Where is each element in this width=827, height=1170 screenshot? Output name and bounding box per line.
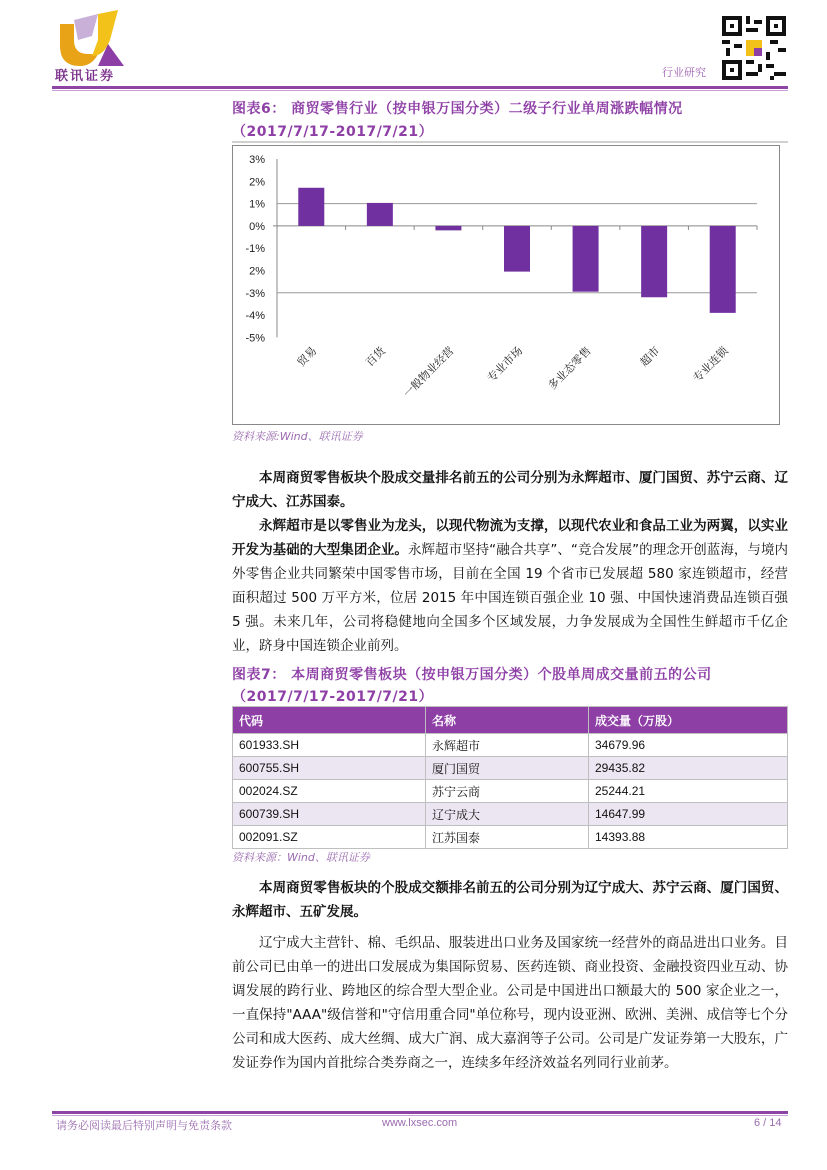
- table-row: [233, 826, 788, 849]
- header-divider-thin: [52, 90, 788, 91]
- header-divider: [52, 86, 788, 89]
- x-category-label: 贸易: [294, 344, 320, 370]
- bar: [435, 226, 461, 230]
- x-category-label: 多业态零售: [545, 344, 594, 393]
- cell-name: 厦门国贸: [426, 757, 589, 780]
- figure7-source: 资料来源：Wind、联讯证券: [232, 851, 370, 864]
- y-tick-label: 2%: [249, 265, 265, 278]
- paragraph-yonghui: [232, 514, 788, 658]
- volume-table: [232, 706, 788, 849]
- x-category-label: 超市: [637, 344, 663, 370]
- cell-volume: 25244.21: [589, 780, 788, 803]
- col-code: 代码: [233, 707, 426, 734]
- bar: [641, 226, 667, 297]
- x-category-label: 百货: [363, 344, 388, 370]
- y-tick-label: 0%: [249, 220, 265, 233]
- cell-name: 永辉超市: [426, 734, 589, 757]
- bar: [710, 226, 736, 313]
- figure6-caption: 图表6： 商贸零售行业（按申银万国分类）二级子行业单周涨跌幅情况: [232, 101, 683, 117]
- bar: [367, 203, 393, 226]
- footer-website-link[interactable]: www.lxsec.com: [382, 1117, 458, 1129]
- logo-text: 联讯证券: [55, 69, 116, 84]
- cell-volume: 29435.82: [589, 757, 788, 780]
- page-number: 6 / 14: [754, 1117, 782, 1129]
- volume-summary-text: 本周商贸零售板块个股成交量排名前五的公司分别为永辉超市、厦门国贸、苏宁云商、辽宁成大、江苏国泰。: [232, 470, 788, 510]
- table-row: [233, 803, 788, 826]
- x-category-label: 专业市场: [484, 344, 526, 385]
- cell-code: 600739.SH: [233, 803, 426, 826]
- bar: [298, 188, 324, 226]
- turnover-summary-text: 本周商贸零售板块的个股成交额排名前五的公司分别为辽宁成大、苏宁云商、厦门国贸、永辉超市、五矿发展。: [232, 880, 788, 920]
- qr-code: [722, 16, 786, 80]
- yonghui-body-text: 永辉超市坚持“融合共享”、“竞合发展”的理念开创蓝海，与境内外零售企业共同繁荣中国零售市场，目前在全国 19 个省市已发展超 580 家连锁超市，经营面积超过 500 万平方米，位居 2015 年中国连锁百强企业 10 强、中国快速消费品连锁百强 5 强。未来几年，公司将稳健地向全国多个区域发展，力争发展成为全国性生鲜超市千亿企业，跻身中国连锁企业前列。: [232, 542, 788, 654]
- figure6-source: 资料来源:Wind、联讯证券: [232, 430, 363, 443]
- caption-divider: [232, 141, 788, 143]
- paragraph-turnover-summary: [232, 876, 788, 924]
- figure7-date-range: （2017/7/17-2017/7/21）: [232, 689, 434, 705]
- footer-divider-thin: [52, 1115, 788, 1116]
- cell-name: 苏宁云商: [426, 780, 589, 803]
- table-row: [233, 780, 788, 803]
- x-category-label: 一般物业经营: [400, 344, 457, 401]
- bar: [573, 226, 599, 292]
- y-tick-label: 2%: [249, 176, 265, 189]
- chart-canvas: [233, 146, 779, 424]
- bar-chart: [232, 145, 780, 425]
- cell-code: 601933.SH: [233, 734, 426, 757]
- figure7-caption: 图表7： 本周商贸零售板块（按申银万国分类）个股单周成交量前五的公司: [232, 667, 712, 683]
- cell-volume: 34679.96: [589, 734, 788, 757]
- footer-disclaimer-link[interactable]: 请务必阅读最后特别声明与免责条款: [56, 1120, 232, 1132]
- cell-volume: 14647.99: [589, 803, 788, 826]
- y-tick-label: -4%: [245, 310, 265, 323]
- footer-divider: [52, 1111, 788, 1114]
- liaoning-chengda-text: 辽宁成大主营针、棉、毛织品、服装进出口业务及国家统一经营外的商品进出口业务。目前公司已由单一的进出口发展成为集国际贸易、医药连锁、商业投资、金融投资四业互动、协调发展的跨行业、跨地区的综合型大型企业。公司是中国进出口额最大的 500 家企业之一，一直保持"AAA"级信誉和"守信用重合同"单位称号，现内设亚洲、欧洲、美洲、成信等七个分公司和成大医药、成大丝绸、成大广润、成大嘉润等子公司。公司是广发证券第一大股东，广发证券作为国内首批综合类券商之一，连续多年经济效益名列同行业前茅。: [232, 935, 788, 1071]
- y-tick-label: -5%: [245, 332, 265, 345]
- table-header-row: [233, 707, 788, 734]
- table-row: [233, 734, 788, 757]
- paragraph-liaoning-chengda: [232, 931, 788, 1075]
- col-volume: 成交量（万股）: [589, 707, 788, 734]
- cell-code: 002091.SZ: [233, 826, 426, 849]
- y-tick-label: -3%: [245, 287, 265, 300]
- col-name: 名称: [426, 707, 589, 734]
- table-row: [233, 757, 788, 780]
- cell-name: 辽宁成大: [426, 803, 589, 826]
- cell-name: 江苏国泰: [426, 826, 589, 849]
- paragraph-volume-summary: [232, 466, 788, 514]
- figure6-date-range: （2017/7/17-2017/7/21）: [232, 124, 434, 140]
- cell-volume: 14393.88: [589, 826, 788, 849]
- x-category-label: 专业连锁: [690, 344, 731, 385]
- y-tick-label: 3%: [249, 154, 265, 166]
- cell-code: 600755.SH: [233, 757, 426, 780]
- cell-code: 002024.SZ: [233, 780, 426, 803]
- y-tick-label: -1%: [245, 243, 265, 256]
- report-type-tag: 行业研究: [662, 66, 706, 79]
- bar: [504, 226, 530, 272]
- y-tick-label: 1%: [249, 198, 265, 211]
- yonghui-bold-text: 永辉超市是以零售业为龙头，以现代物流为支撑，以现代农业和食品工业为两翼，以实业开发为基础的大型集团企业。: [232, 518, 788, 558]
